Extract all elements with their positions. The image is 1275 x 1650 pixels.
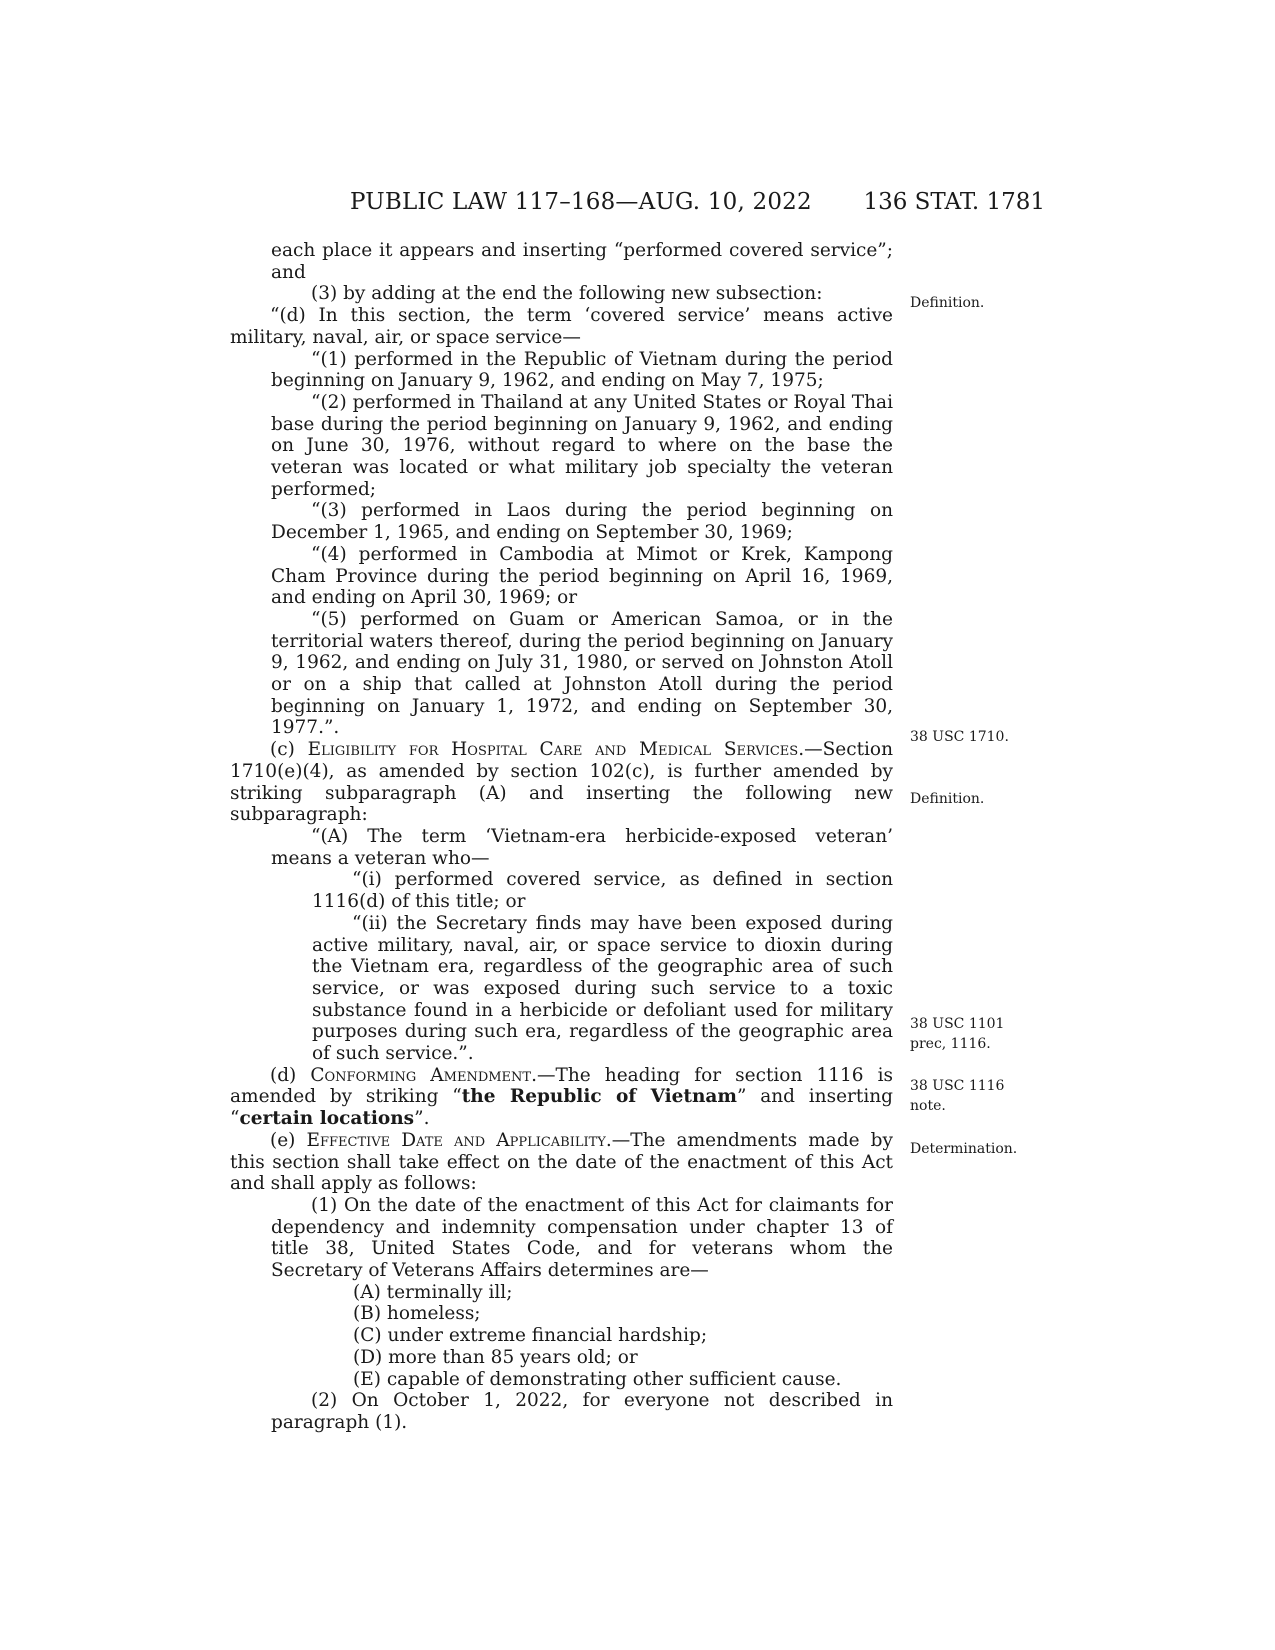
running-header-title: PUBLIC LAW 117–168—AUG. 10, 2022 [350, 189, 812, 215]
subsection-c-heading: Eligibility for Hospital Care and Medical Services [307, 739, 799, 761]
item-eD: (D) more than 85 years old; or [353, 1346, 638, 1368]
subsection-d-label: (d) [270, 1064, 297, 1086]
subsection-e-body: The amendments made by this section shall take effect on the date of the enactment of this Act and shall apply as follows: [230, 1129, 893, 1195]
running-header-stat: 136 STAT. 1781 [863, 189, 1045, 215]
item-eA: (A) terminally ill; [353, 1281, 513, 1303]
subsection-c-dash: .— [798, 739, 823, 761]
margin-note-usc-1101-line1: 38 USC 1101 [910, 1016, 1005, 1032]
subsection-d-conforming [230, 1065, 893, 1130]
clause-d3-laos: “(3) performed in Laos during the period beginning on December 1, 1965, and ending on September 30, 1969; [271, 500, 893, 544]
clause-d5-guam: “(5) performed on Guam or American Samoa, or in the territorial waters thereof, during the period beginning on January 9, 1962, and ending on July 31, 1980, or served on Johnston Atoll or on a ship that called at Johnston Atoll during the period beginning on January 1, 1972, and ending on September 30, 1977.”. [271, 608, 893, 739]
subsection-d-bold-2: certain locations [239, 1108, 415, 1130]
subsection-c-label: (c) [270, 739, 295, 761]
subsection-e-dash: .— [605, 1129, 631, 1151]
margin-note-definition-1: Definition. [910, 295, 985, 311]
clause-d4-cambodia: “(4) performed in Cambodia at Mimot or Krek, Kampong Cham Province during the period beginning on April 16, 1969, and ending on April 30, 1969; or [271, 543, 893, 609]
item-eC: (C) under extreme financial hardship; [353, 1325, 708, 1347]
margin-note-usc-1116-line1: 38 USC 1116 [910, 1078, 1005, 1094]
subsection-c-body: Section 1710(e)(4), as amended by section 102(c), is further amended by striking subparagraph (A) and inserting the following new subparagraph: [230, 739, 893, 826]
paragraph-e2: (2) On October 1, 2022, for everyone not described in paragraph (1). [271, 1390, 893, 1433]
margin-note-usc-1101-line2: prec, 1116. [910, 1036, 991, 1052]
document-body [230, 240, 893, 1434]
subsection-d-body-1: The heading for section 1116 is amended by striking “ [230, 1064, 894, 1108]
subsection-d-body-2: ” and inserting “ [230, 1086, 893, 1130]
clause-d2-thailand: “(2) performed in Thailand at any United States or Royal Thai base during the period beginning on January 9, 1962, and ending on June 30, 1976, without regard to where on the base the veteran was located or what military job specialty the veteran performed; [271, 391, 893, 500]
subsection-e-effective-date [230, 1130, 893, 1195]
margin-note-usc-1116-line2: note. [910, 1098, 946, 1114]
margin-note-definition-2: Definition. [910, 791, 985, 807]
subsection-e-heading: Effective Date and Applicability [306, 1129, 606, 1151]
margin-note-determination: Determination. [910, 1141, 1018, 1157]
subsection-d-bold-1: the Republic of Vietnam [461, 1086, 737, 1108]
subsection-d-heading: Conforming Amendment [310, 1064, 532, 1086]
subsection-d-definition: “(d) In this section, the term ‘covered service’ means active military, naval, air, or space service— [230, 305, 893, 348]
subsection-d-dash: .— [531, 1064, 556, 1086]
clause-d1-vietnam: “(1) performed in the Republic of Vietnam during the period beginning on January 9, 1962, and ending on May 7, 1975; [271, 348, 893, 392]
paragraph-3-adding-subsection: (3) by adding at the end the following new subsection: [311, 283, 823, 305]
paragraph-e1: (1) On the date of the enactment of this Act for claimants for dependency and indemnity compensation under chapter 13 of title 38, United States Code, and for veterans whom the Secretary of Veterans Affairs determines are— [271, 1194, 893, 1282]
subparagraph-A-term: “(A) The term ‘Vietnam-era herbicide-exposed veteran’ means a veteran who— [271, 825, 893, 869]
item-eB: (B) homeless; [353, 1303, 481, 1325]
subsection-e-label: (e) [270, 1129, 296, 1151]
paragraph-continuation: each place it appears and inserting “performed covered service”; and [271, 240, 893, 283]
item-eE: (E) capable of demonstrating other sufficient cause. [353, 1368, 842, 1390]
margin-note-usc-1710: 38 USC 1710. [910, 729, 1009, 745]
subsection-c-eligibility [230, 739, 893, 826]
subsection-d-body-3: ”. [414, 1108, 430, 1130]
clause-Ai: “(i) performed covered service, as defined in section 1116(d) of this title; or [312, 869, 893, 913]
clause-Aii: “(ii) the Secretary finds may have been exposed during active military, naval, air, or space service to dioxin during the Vietnam era, regardless of the geographic area of such service, or was exposed during such service to a toxic substance found in a herbicide or defoliant used for military purposes during such era, regardless of the geographic area of such service.”. [312, 912, 893, 1065]
